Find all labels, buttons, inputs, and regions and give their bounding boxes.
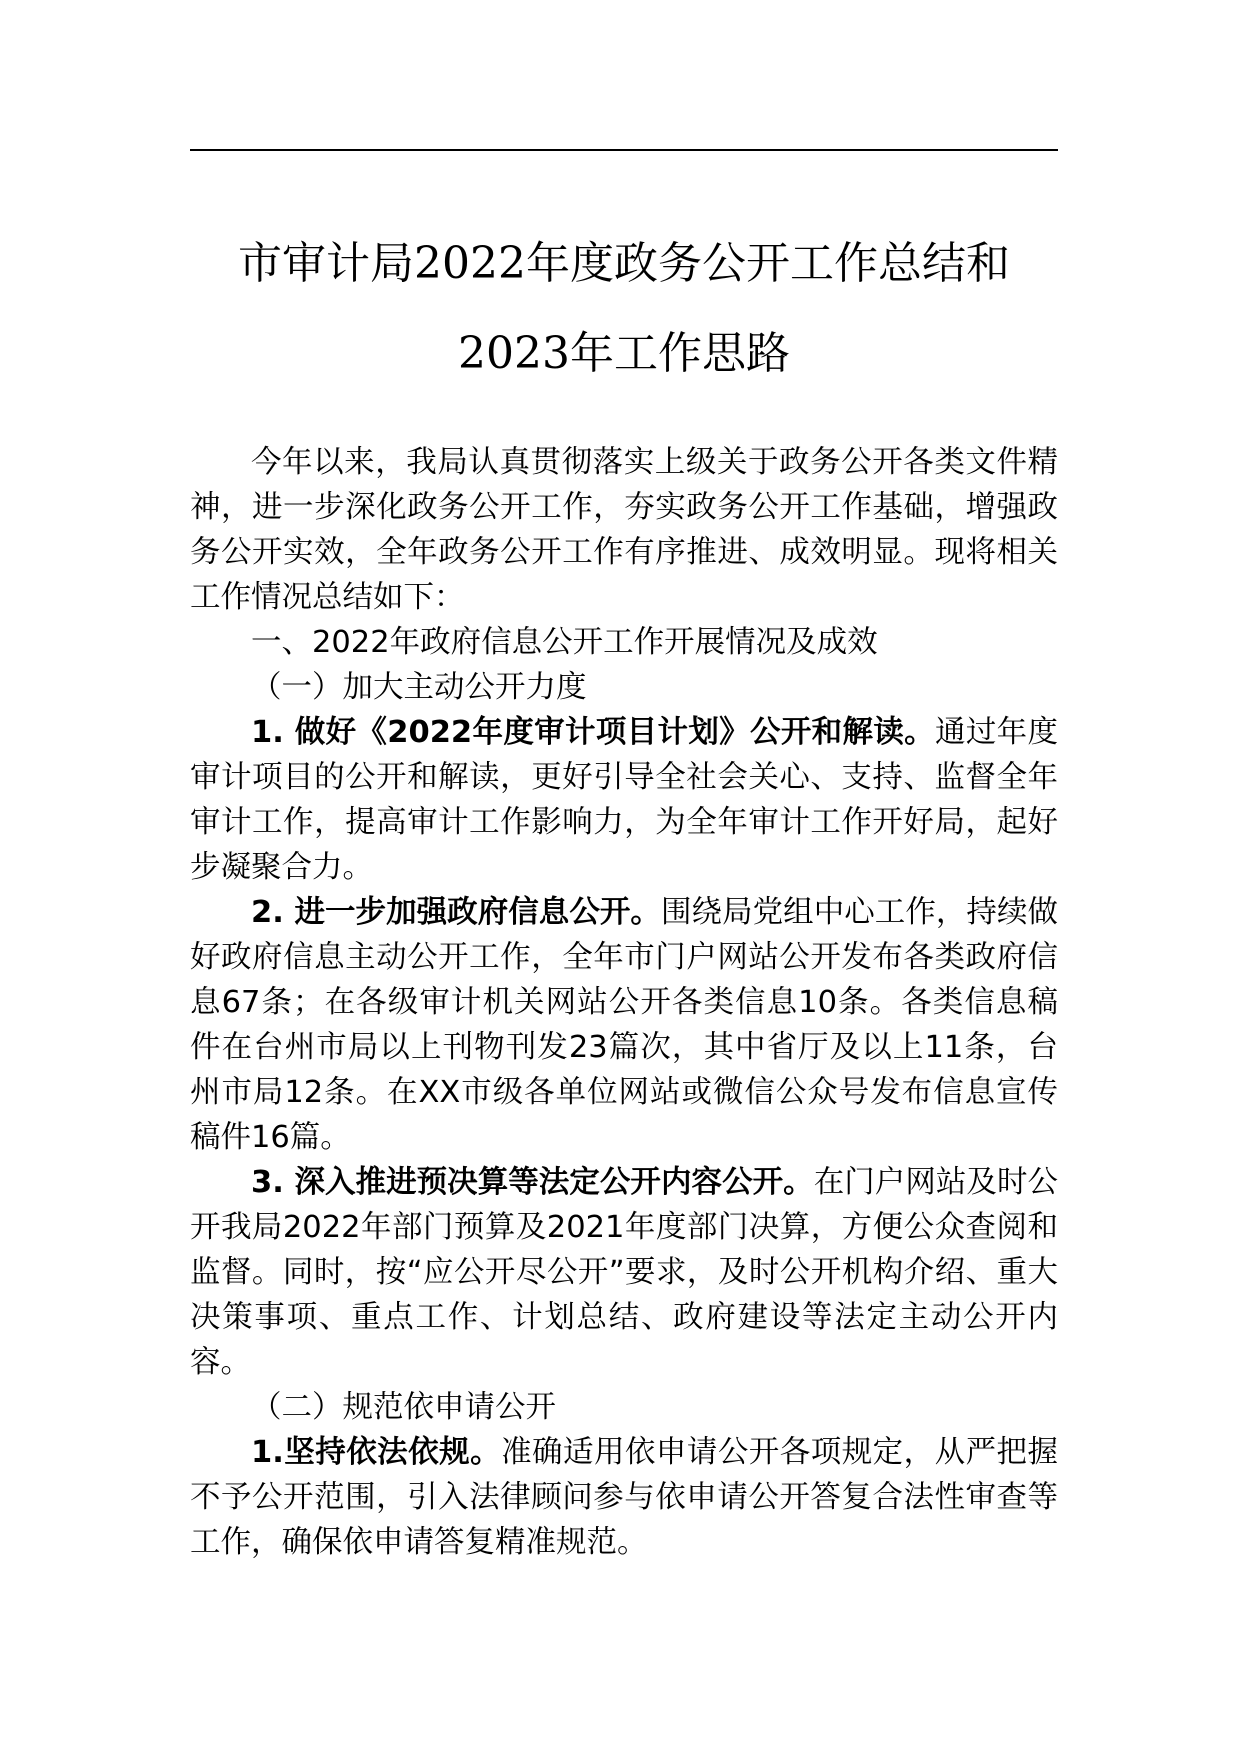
- subsection-heading-2: （二）规范依申请公开: [251, 1390, 556, 1425]
- item-paragraph-3: [190, 1160, 1058, 1385]
- document-title-line2: 2023年工作思路: [458, 328, 790, 379]
- sub2-item-paragraph-1: [190, 1430, 1058, 1565]
- document-body: [190, 440, 1058, 1565]
- item-text-1: 通过年度审计项目的公开和解读，更好引导全社会关心、支持、监督全年审计工作，提高审计工作影响力，为全年审计工作开好局，起好步凝聚合力。: [190, 715, 1059, 885]
- section-heading-1: 一、2022年政府信息公开工作开展情况及成效: [251, 625, 878, 660]
- header-rule: [190, 149, 1058, 151]
- sub2-item-lead-1: 1.坚持依法依规。: [251, 1435, 502, 1470]
- item-paragraph-1: [190, 710, 1058, 890]
- item-text-3: 在门户网站及时公开我局2022年部门预算及2021年度部门决算，方便公众查阅和监督。同时，按“应公开尽公开”要求，及时公开机构介绍、重大决策事项、重点工作、计划总结、政府建设等法定主动公开内容。: [190, 1165, 1059, 1380]
- document-title-line1: 市审计局2022年度政务公开工作总结和: [238, 238, 1010, 289]
- item-lead-2: 2. 进一步加强政府信息公开。: [251, 895, 661, 930]
- item-lead-1: 1. 做好《2022年度审计项目计划》公开和解读。: [251, 715, 935, 750]
- item-lead-3: 3. 深入推进预决算等法定公开内容公开。: [251, 1165, 814, 1200]
- sub2-item-text-1: 准确适用依申请公开各项规定，从严把握不予公开范围，引入法律顾问参与依申请公开答复合法性审查等工作，确保依申请答复精准规范。: [190, 1435, 1059, 1560]
- item-paragraph-2: [190, 890, 1058, 1160]
- intro-paragraph: 今年以来，我局认真贯彻落实上级关于政务公开各类文件精神，进一步深化政务公开工作，夯实政务公开工作基础，增强政务公开实效，全年政务公开工作有序推进、成效明显。现将相关工作情况总结如下：: [190, 445, 1058, 615]
- item-text-2: 围绕局党组中心工作，持续做好政府信息主动公开工作，全年市门户网站公开发布各类政府信息67条；在各级审计机关网站公开各类信息10条。各类信息稿件在台州市局以上刊物刊发23篇次，其中省厅及以上11条，台州市局12条。在XX市级各单位网站或微信公众号发布信息宣传稿件16篇。: [190, 895, 1058, 1155]
- subsection-heading-1: （一）加大主动公开力度: [251, 670, 587, 705]
